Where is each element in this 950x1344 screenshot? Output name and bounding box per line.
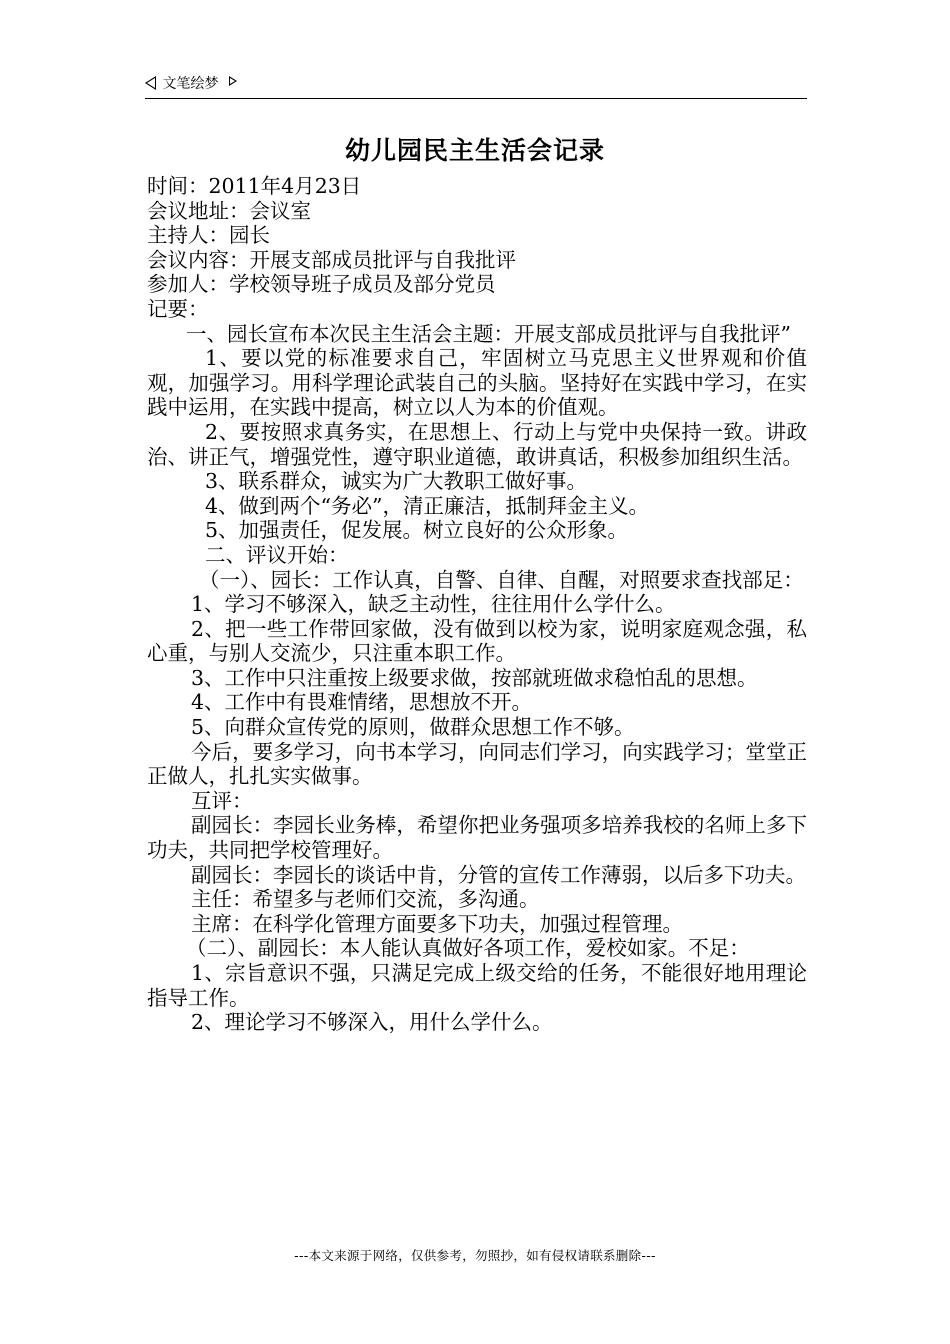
- meeting-location: 会议地址：会议室: [147, 198, 311, 223]
- paragraph: 2、理论学习不够深入，用什么学什么。: [191, 1010, 553, 1035]
- left-triangle-icon: [145, 76, 156, 90]
- header-brand-row: [145, 74, 237, 94]
- meeting-content: 会议内容：开展支部成员批评与自我批评: [147, 247, 516, 272]
- paragraph: 主任：希望多与老师们交流，多沟通。: [191, 887, 540, 912]
- right-triangle-icon: [229, 76, 237, 86]
- meeting-host: 主持人：园长: [147, 223, 270, 248]
- paragraph: 一、园长宣布本次民主生活会主题：开展支部成员批评与自我批评”: [186, 321, 791, 346]
- paragraph: 5、加强责任，促发展。树立良好的公众形象。: [205, 518, 629, 543]
- page-footer: ---本文来源于网络，仅供参考，勿照抄，如有侵权请联系删除---: [294, 1248, 656, 1263]
- paragraph: 1、学习不够深入，缺乏主动性，往往用什么学什么。: [191, 592, 676, 617]
- paragraph: 副园长：李园长业务棒，希望你把业务强项多培养我校的名师上多下功夫，共同把学校管理好。: [147, 813, 807, 863]
- document-title: 幼儿园民主生活会记录: [344, 136, 605, 165]
- paragraph: 5、向群众宣传党的原则，做群众思想工作不够。: [191, 715, 635, 740]
- paragraph: 2、把一些工作带回家做，没有做到以校为家，说明家庭观念强，私心重，与别人交流少，只注重本职工作。: [147, 616, 807, 666]
- meeting-attendees: 参加人：学校领导班子成员及部分党员: [147, 272, 496, 297]
- paragraph: （二）、副园长：本人能认真做好各项工作，爱校如家。不足：: [186, 936, 750, 961]
- section-heading: 二、评议开始：: [205, 542, 349, 567]
- paragraph: 副园长：李园长的谈话中肯，分管的宣传工作薄弱，以后多下功夫。: [191, 862, 806, 887]
- minutes-heading: 记要：: [147, 296, 209, 321]
- page-header: [145, 72, 807, 99]
- paragraph: 互评：: [191, 788, 253, 813]
- paragraph: （一）、园长：工作认真，自警、自律、自醒，对照要求查找部足：: [199, 567, 804, 592]
- paragraph: 2、要按照求真务实，在思想上、行动上与党中央保持一致。讲政治、讲正气，增强党性，遵守职业道德，敢讲真话，积极参加组织生活。: [147, 419, 807, 469]
- paragraph: 3、联系群众，诚实为广大教职工做好事。: [205, 469, 588, 494]
- paragraph: 3、工作中只注重按上级要求做，按部就班做求稳怕乱的思想。: [191, 665, 758, 690]
- paragraph: 4、工作中有畏难情绪，思想放不开。: [191, 690, 533, 715]
- header-brand: 文笔绘梦: [162, 76, 219, 92]
- document-body: [147, 174, 807, 1035]
- paragraph: 1、要以党的标准要求自己，牢固树立马克思主义世界观和价值观，加强学习。用科学理论武装自己的头脑。坚持好在实践中学习，在实践中运用，在实践中提高，树立以人为本的价值观。: [147, 346, 807, 420]
- paragraph: 4、做到两个“务必”，清正廉洁，抵制拜金主义。: [205, 493, 650, 518]
- paragraph: 主席：在科学化管理方面要多下功夫，加强过程管理。: [191, 911, 683, 936]
- paragraph: 今后，要多学习，向书本学习，向同志们学习，向实践学习；堂堂正正做人，扎扎实实做事。: [147, 739, 807, 789]
- meeting-time: 时间：2011年4月23日: [147, 174, 362, 198]
- paragraph: 1、宗旨意识不强，只满足完成上级交给的任务，不能很好地用理论指导工作。: [147, 961, 807, 1010]
